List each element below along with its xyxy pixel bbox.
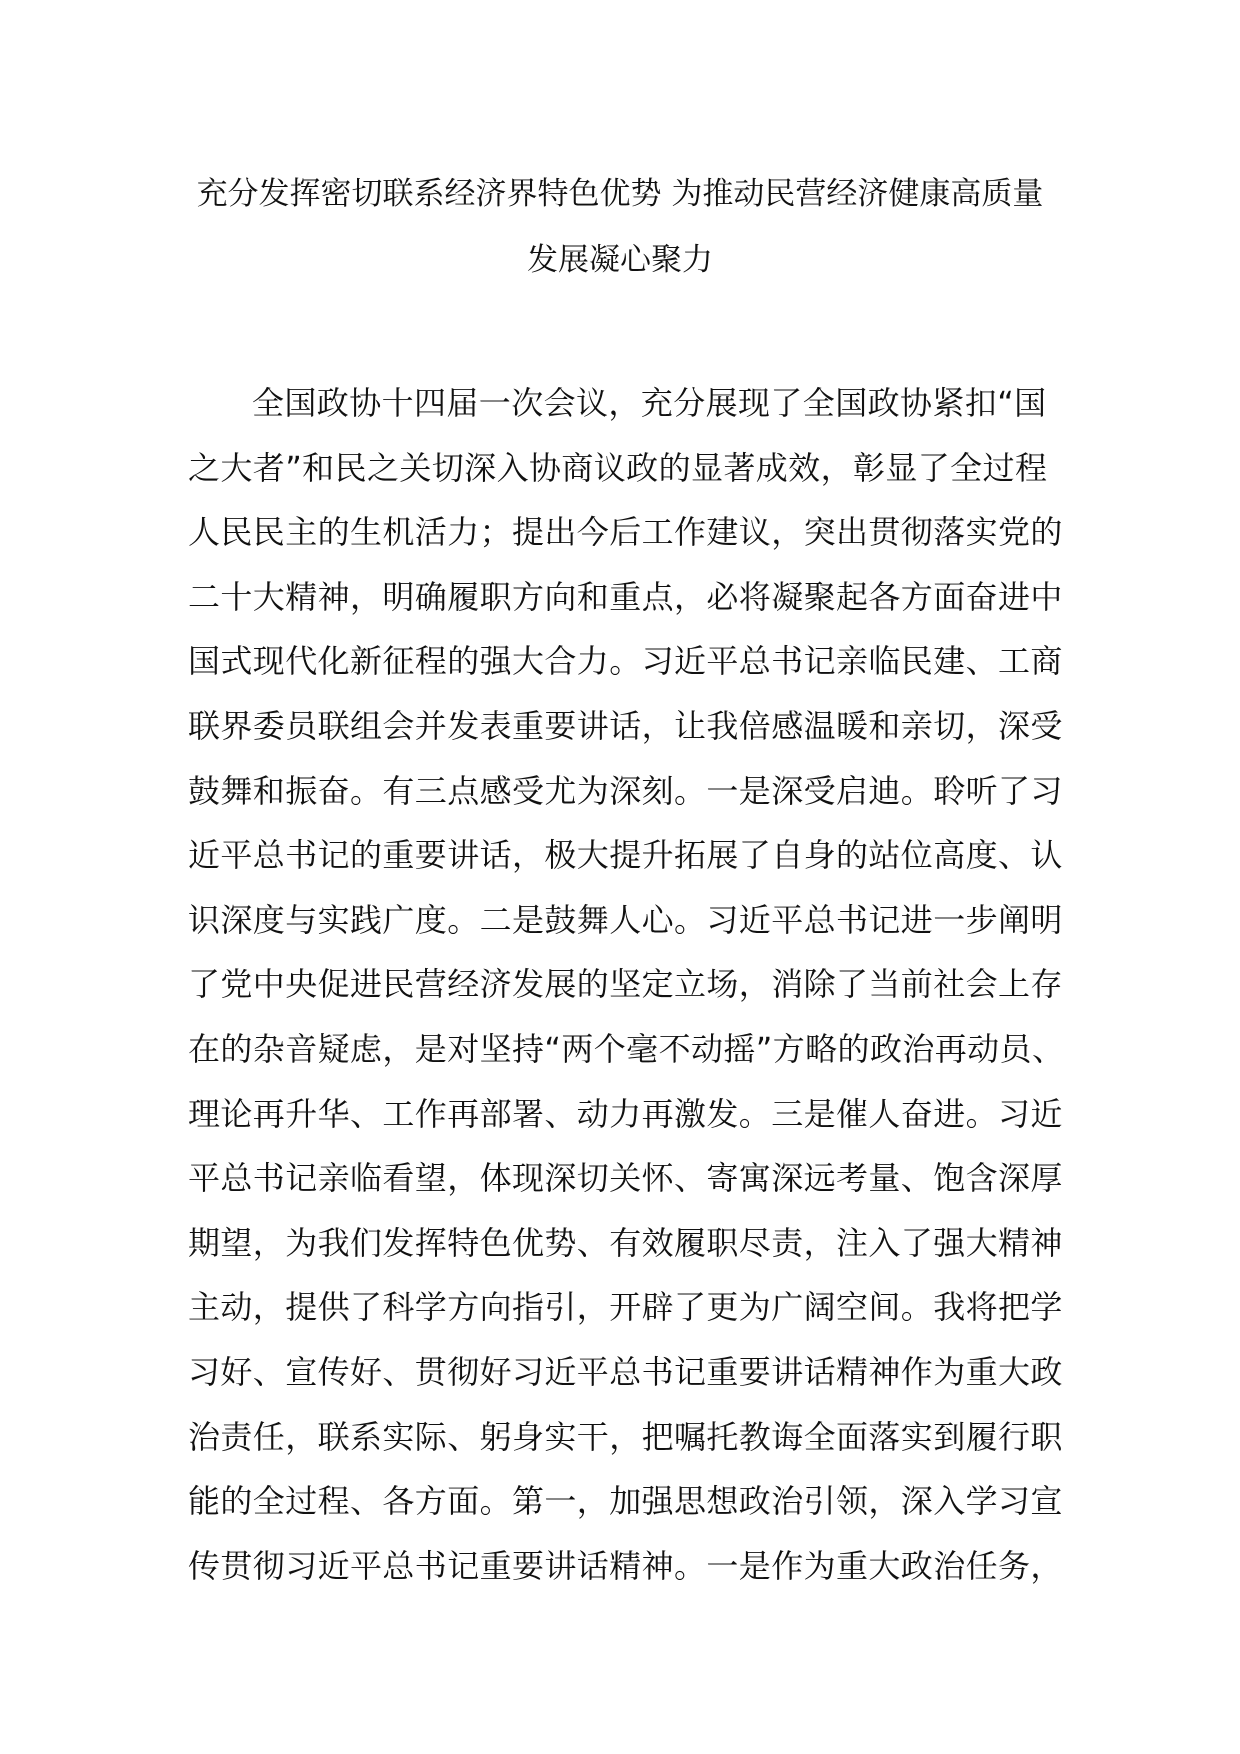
body-line: 国式现代化新征程的强大合力。习近平总书记亲临民建、工商 [188,642,1063,681]
body-line: 联界委员联组会并发表重要讲话，让我倍感温暖和亲切，深受 [188,706,1063,745]
body-line: 治责任，联系实际、躬身实干，把嘱托教诲全面落实到履行职 [188,1417,1063,1456]
document-body [188,371,1068,1598]
body-line: 理论再升华、工作再部署、动力再激发。三是催人奋进。习近 [188,1094,1063,1133]
body-line: 在的杂音疑虑，是对坚持“两个毫不动摇”方略的政治再动员、 [188,1029,1065,1068]
body-line: 期望，为我们发挥特色优势、有效履职尽责，注入了强大精神 [188,1223,1063,1262]
body-line: 鼓舞和振奋。有三点感受尤为深刻。一是深受启迪。聆听了习 [188,771,1063,810]
body-line: 了党中央促进民营经济发展的坚定立场，消除了当前社会上存 [188,965,1063,1004]
document-title-line-2: 发展凝心聚力 [527,242,713,278]
body-line: 识深度与实践广度。二是鼓舞人心。习近平总书记进一步阐明 [188,900,1063,939]
body-line: 二十大精神，明确履职方向和重点，必将凝聚起各方面奋进中 [188,577,1063,616]
document-title-line-1: 充分发挥密切联系经济界特色优势 为推动民营经济健康高质量 [196,176,1044,212]
body-line: 人民民主的生机活力；提出今后工作建议，突出贯彻落实党的 [188,513,1063,552]
body-line: 之大者”和民之关切深入协商议政的显著成效，彰显了全过程 [188,448,1048,487]
body-line: 传贯彻习近平总书记重要讲话精神。一是作为重大政治任务， [188,1546,1063,1585]
body-line: 主动，提供了科学方向指引，开辟了更为广阔空间。我将把学 [188,1288,1063,1327]
body-line: 全国政协十四届一次会议，充分展现了全国政协紧扣“国 [252,384,1047,422]
body-line: 能的全过程、各方面。第一，加强思想政治引领，深入学习宣 [188,1482,1063,1521]
body-line: 近平总书记的重要讲话，极大提升拓展了自身的站位高度、认 [188,836,1063,875]
body-line: 平总书记亲临看望，体现深切关怀、寄寓深远考量、饱含深厚 [188,1159,1063,1198]
body-line: 习好、宣传好、贯彻好习近平总书记重要讲话精神作为重大政 [188,1352,1063,1391]
